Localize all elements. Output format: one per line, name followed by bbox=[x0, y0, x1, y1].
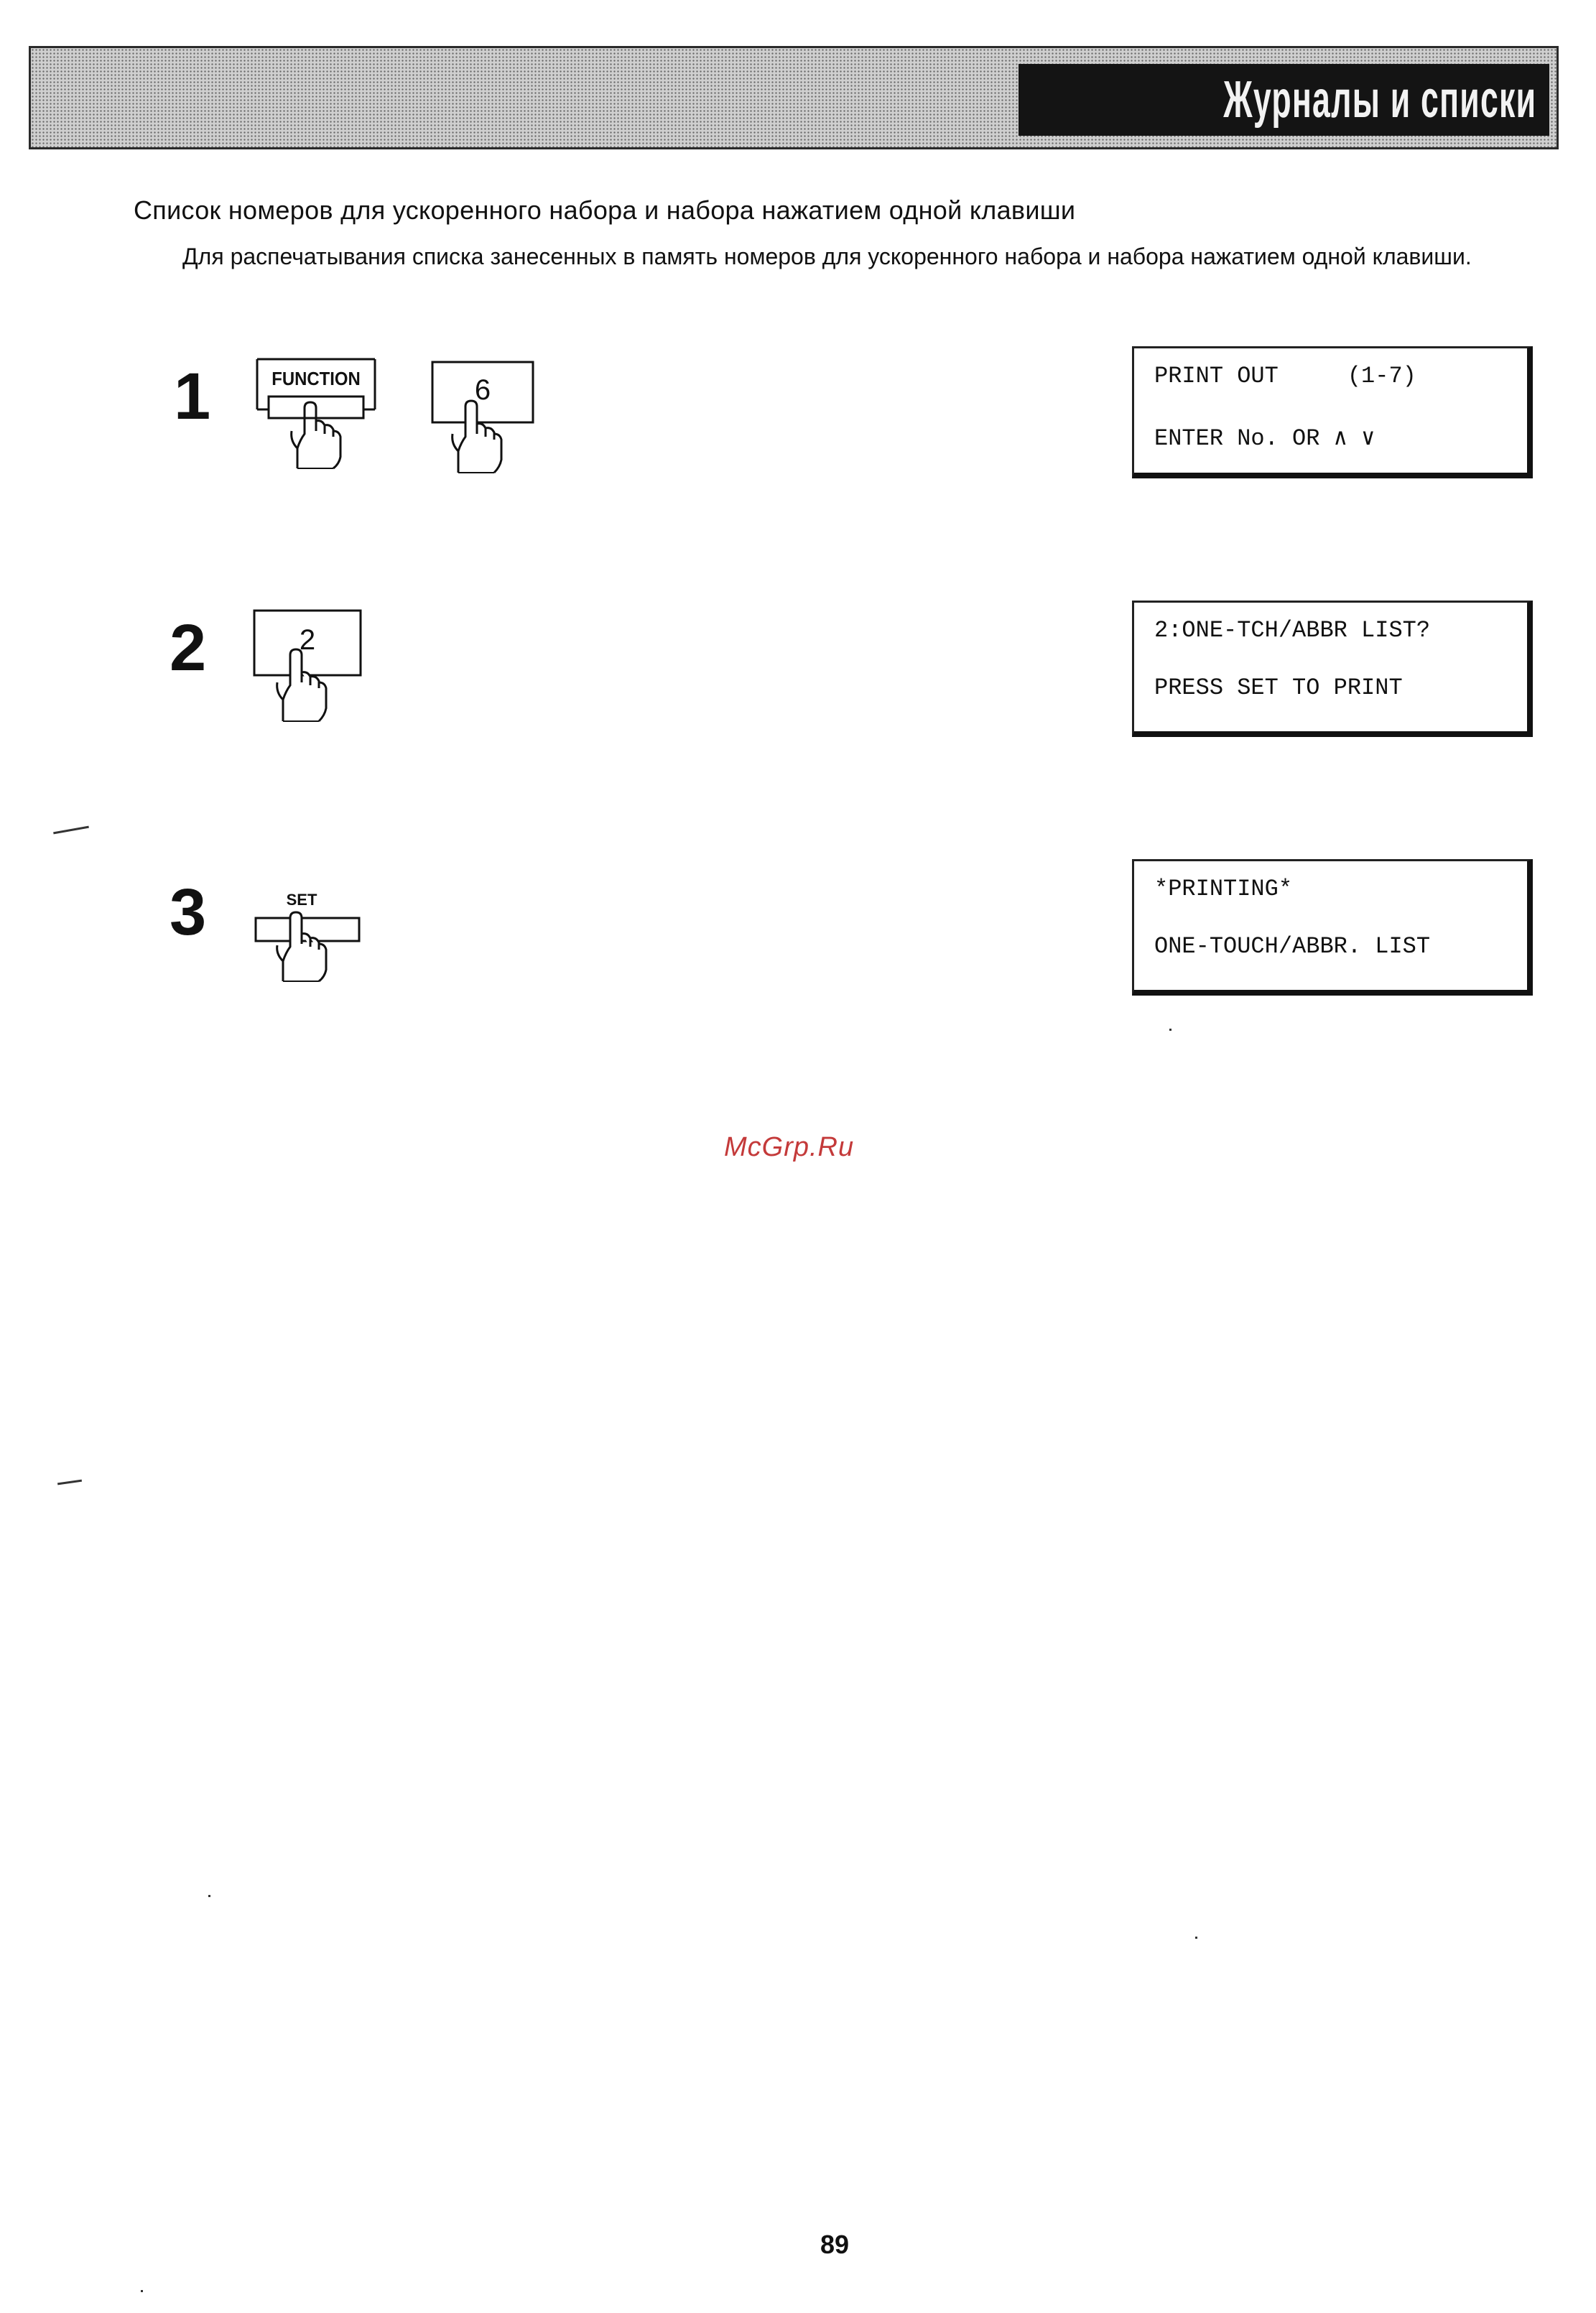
scan-mark bbox=[1169, 1029, 1172, 1031]
header-title: Журналы и списки bbox=[1222, 71, 1536, 129]
header-band bbox=[29, 46, 1559, 149]
page-number: 89 bbox=[820, 2230, 850, 2259]
function-key-press-icon bbox=[253, 356, 379, 470]
lcd-step-3-line-2: ONE-TOUCH/ABBR. LIST bbox=[1154, 933, 1431, 960]
lcd-display-step-3 bbox=[1132, 859, 1533, 996]
step-1-number: 1 bbox=[174, 360, 211, 433]
lcd-step-3-line-1: *PRINTING* bbox=[1154, 876, 1293, 902]
step-2-number: 2 bbox=[170, 611, 207, 685]
key-2-label: 2 bbox=[299, 624, 316, 656]
set-key-label: SET bbox=[286, 891, 317, 909]
lcd-step-2-line-2: PRESS SET TO PRINT bbox=[1154, 675, 1403, 701]
section-heading: Список номеров для ускоренного набора и набора нажатием одной клавиши bbox=[134, 195, 1076, 225]
set-key-press-icon bbox=[251, 889, 363, 983]
lcd-step-1-line-2: ENTER No. OR ∧ ∨ bbox=[1154, 425, 1375, 452]
function-key-label: FUNCTION bbox=[272, 368, 361, 390]
lcd-display-step-2 bbox=[1132, 601, 1533, 737]
scan-mark bbox=[57, 1480, 82, 1485]
scan-mark bbox=[53, 826, 89, 835]
watermark: McGrp.Ru bbox=[724, 1132, 855, 1162]
key-6-press-icon bbox=[430, 359, 537, 474]
header-title-box bbox=[1019, 64, 1549, 136]
step-3-number: 3 bbox=[170, 876, 207, 949]
scan-mark bbox=[208, 1895, 210, 1897]
scan-mark bbox=[1195, 1937, 1197, 1939]
lcd-display-step-1 bbox=[1132, 346, 1533, 478]
lcd-step-1-line-1: PRINT OUT (1-7) bbox=[1154, 363, 1416, 389]
intro-text: Для распечатывания списка занесенных в память номеров для ускоренного набора и набора нажатием одной клавиши. bbox=[182, 244, 1472, 269]
key-2-press-icon bbox=[251, 608, 363, 723]
lcd-step-2-line-1: 2:ONE-TCH/ABBR LIST? bbox=[1154, 617, 1431, 644]
key-6-label: 6 bbox=[474, 374, 491, 406]
scan-mark bbox=[141, 2290, 143, 2292]
